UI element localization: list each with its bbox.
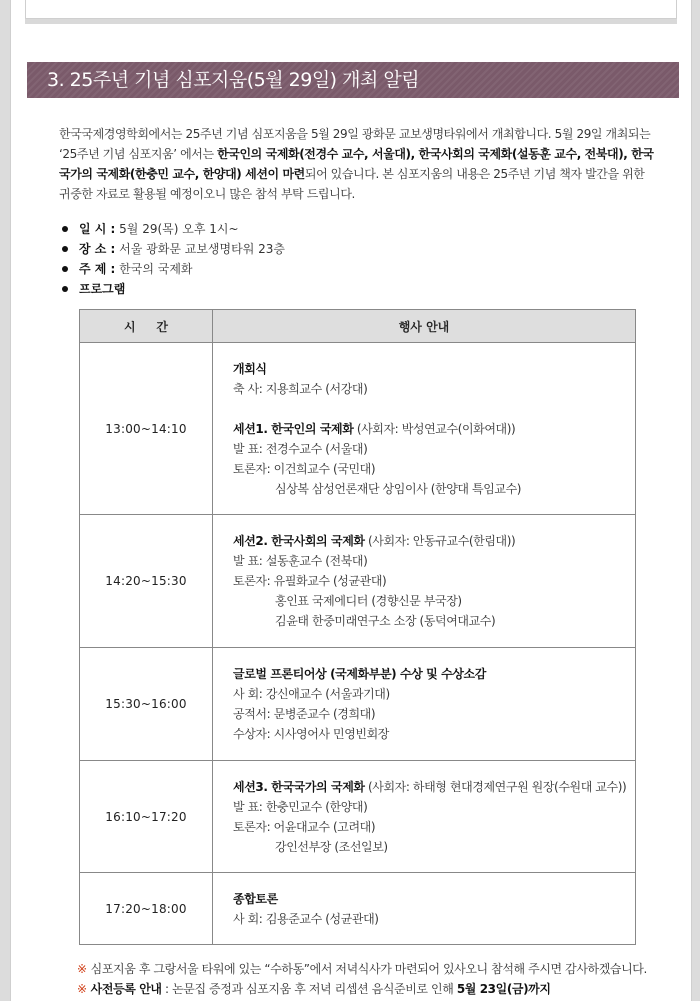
- detail-heading: 세션1. 한국인의 국제화: [233, 421, 354, 436]
- detail-text: 공적서: 문병준교수 (경희대): [233, 707, 376, 721]
- reference-mark-icon: ※: [77, 982, 87, 996]
- detail-text: 수상자: 시사영어사 민영빈회장: [233, 727, 389, 741]
- detail-line: [233, 551, 635, 571]
- info-label: 프로그램: [79, 282, 126, 296]
- intro-text-2: 되어 있습니다. 본 심포지움의 내용은 25주년 기념 책자 발간을 위한 귀중한 자료로 활용될 예정이오니 많은 참석 부탁 드립니다.: [59, 167, 645, 201]
- session-time: 17:20~18:00: [80, 873, 213, 945]
- info-value: 5월 29(목) 오후 1시~: [115, 222, 239, 236]
- detail-line: [233, 479, 635, 499]
- session-time: 14:20~15:30: [80, 515, 213, 648]
- detail-text: 토론자: 어윤대교수 (고려대): [233, 819, 376, 834]
- reference-mark-icon: ※: [77, 962, 87, 976]
- table-row: [80, 343, 636, 515]
- detail-text: 사 회: 강신애교수 (서울과기대): [233, 687, 390, 701]
- intro-bold: 한국인의 국제화(전경수 교수, 서울대), 한국사회의 국제화(설동훈 교수, 전북대), 한국국가의 국제화(한충민 교수, 한양대) 세션이 마련: [59, 147, 654, 181]
- info-item-date: [59, 219, 285, 239]
- detail-text: (사회자: 하태형 현대경제연구원 원장(수원대 교수)): [364, 779, 627, 794]
- bullet-icon: [62, 246, 68, 252]
- note-dinner: [77, 959, 647, 979]
- info-label: 일 시 :: [79, 222, 116, 236]
- info-item-topic: [59, 259, 285, 279]
- spacer: [233, 399, 635, 419]
- detail-line: [233, 611, 635, 631]
- detail-line: [233, 777, 635, 797]
- table-row: [80, 515, 636, 648]
- detail-text: (사회자: 박성연교수(이화여대)): [353, 421, 516, 436]
- detail-heading: 개회식: [233, 361, 267, 376]
- session-time: 13:00~14:10: [80, 343, 213, 515]
- detail-heading: 세션3. 한국국가의 국제화: [233, 779, 365, 794]
- intro-text-1: 한국국제경영학회에서는 25주년 기념 심포지움을 5월 29일 광화문 교보생명타워에서 개최합니다. 5월 29일 개최되는 ‘25주년 기념 심포지움’ 에서는: [59, 127, 651, 161]
- note-dinner-text: 심포지움 후 그랑서울 타워에 있는 “수하동”에서 저녁식사가 마련되어 있사오니 참석해 주시면 감사하겠습니다.: [90, 962, 647, 976]
- column-header-info: 행사 안내: [213, 310, 636, 343]
- section-title: 3. 25주년 기념 심포지움(5월 29일) 개최 알림: [27, 62, 679, 98]
- detail-line: [233, 664, 635, 684]
- detail-text: 사 회: 김용준교수 (성균관대): [233, 911, 379, 926]
- detail-line: [233, 704, 635, 724]
- detail-line: [233, 571, 635, 591]
- info-value: 서울 광화문 교보생명타워 23층: [115, 242, 285, 256]
- table-row: [80, 761, 636, 873]
- note-registration-text: : 논문집 증정과 심포지움 후 저녁 리셉션 음식준비로 인해: [161, 982, 457, 996]
- detail-line: [233, 591, 635, 611]
- detail-text: 발 표: 한충민교수 (한양대): [233, 799, 368, 814]
- detail-line: [233, 439, 635, 459]
- detail-line: [233, 459, 635, 479]
- note-registration-label: 사전등록 안내: [90, 982, 162, 996]
- session-details: [213, 343, 636, 515]
- detail-line: [233, 909, 635, 929]
- session-details: [213, 873, 636, 945]
- program-table: [79, 309, 636, 945]
- detail-heading: 세션2. 한국사회의 국제화: [233, 534, 365, 548]
- detail-text: 축 사: 지용희교수 (서강대): [233, 381, 368, 396]
- session-details: [213, 648, 636, 761]
- detail-text: 강인선부장 (조선일보): [275, 839, 388, 854]
- detail-heading: 글로벌 프론티어상 (국제화부분) 수상 및 수상소감: [233, 667, 486, 681]
- detail-line: [233, 419, 635, 439]
- detail-text: 심상복 삼성언론재단 상임이사 (한양대 특임교수): [275, 481, 522, 496]
- detail-heading: 종합토론: [233, 891, 278, 906]
- bullet-icon: [62, 266, 68, 272]
- table-header-row: [80, 310, 636, 343]
- content-frame: [10, 0, 692, 1001]
- table-row: [80, 648, 636, 761]
- previous-section-box: [25, 0, 677, 19]
- detail-line: [233, 797, 635, 817]
- note-registration: [77, 979, 647, 999]
- detail-line: [233, 724, 635, 744]
- notes: [77, 959, 647, 999]
- detail-text: 홍인표 국제에디터 (경향신문 부국장): [275, 594, 462, 608]
- detail-text: 토론자: 이건희교수 (국민대): [233, 461, 376, 476]
- bullet-icon: [62, 226, 68, 232]
- detail-text: 발 표: 전경수교수 (서울대): [233, 441, 368, 456]
- intro-paragraph: [59, 124, 659, 204]
- table-row: [80, 873, 636, 945]
- note-registration-deadline: 5월 23일(금)까지: [456, 982, 551, 996]
- detail-line: [233, 379, 635, 399]
- detail-line: [233, 837, 635, 857]
- info-label: 주 제 :: [79, 262, 116, 276]
- program-table-body: [80, 343, 636, 945]
- session-time: 16:10~17:20: [80, 761, 213, 873]
- info-item-place: [59, 239, 285, 259]
- detail-text: (사회자: 안동규교수(한림대)): [364, 534, 516, 548]
- detail-line: [233, 359, 635, 379]
- info-label: 장 소 :: [79, 242, 116, 256]
- detail-line: [233, 817, 635, 837]
- column-header-time: 시 간: [80, 310, 213, 343]
- session-time: 15:30~16:00: [80, 648, 213, 761]
- detail-line: [233, 531, 635, 551]
- bullet-icon: [62, 286, 68, 292]
- info-item-program: [59, 279, 285, 299]
- event-info-list: [59, 219, 285, 299]
- session-details: [213, 761, 636, 873]
- session-details: [213, 515, 636, 648]
- detail-text: 김윤태 한중미래연구소 소장 (동덕여대교수): [275, 614, 496, 628]
- previous-section-shadow: [25, 19, 677, 24]
- detail-text: 발 표: 설동훈교수 (전북대): [233, 554, 368, 568]
- detail-text: 토론자: 유필화교수 (성균관대): [233, 574, 387, 588]
- detail-line: [233, 684, 635, 704]
- info-value: 한국의 국제화: [115, 262, 193, 276]
- detail-line: [233, 889, 635, 909]
